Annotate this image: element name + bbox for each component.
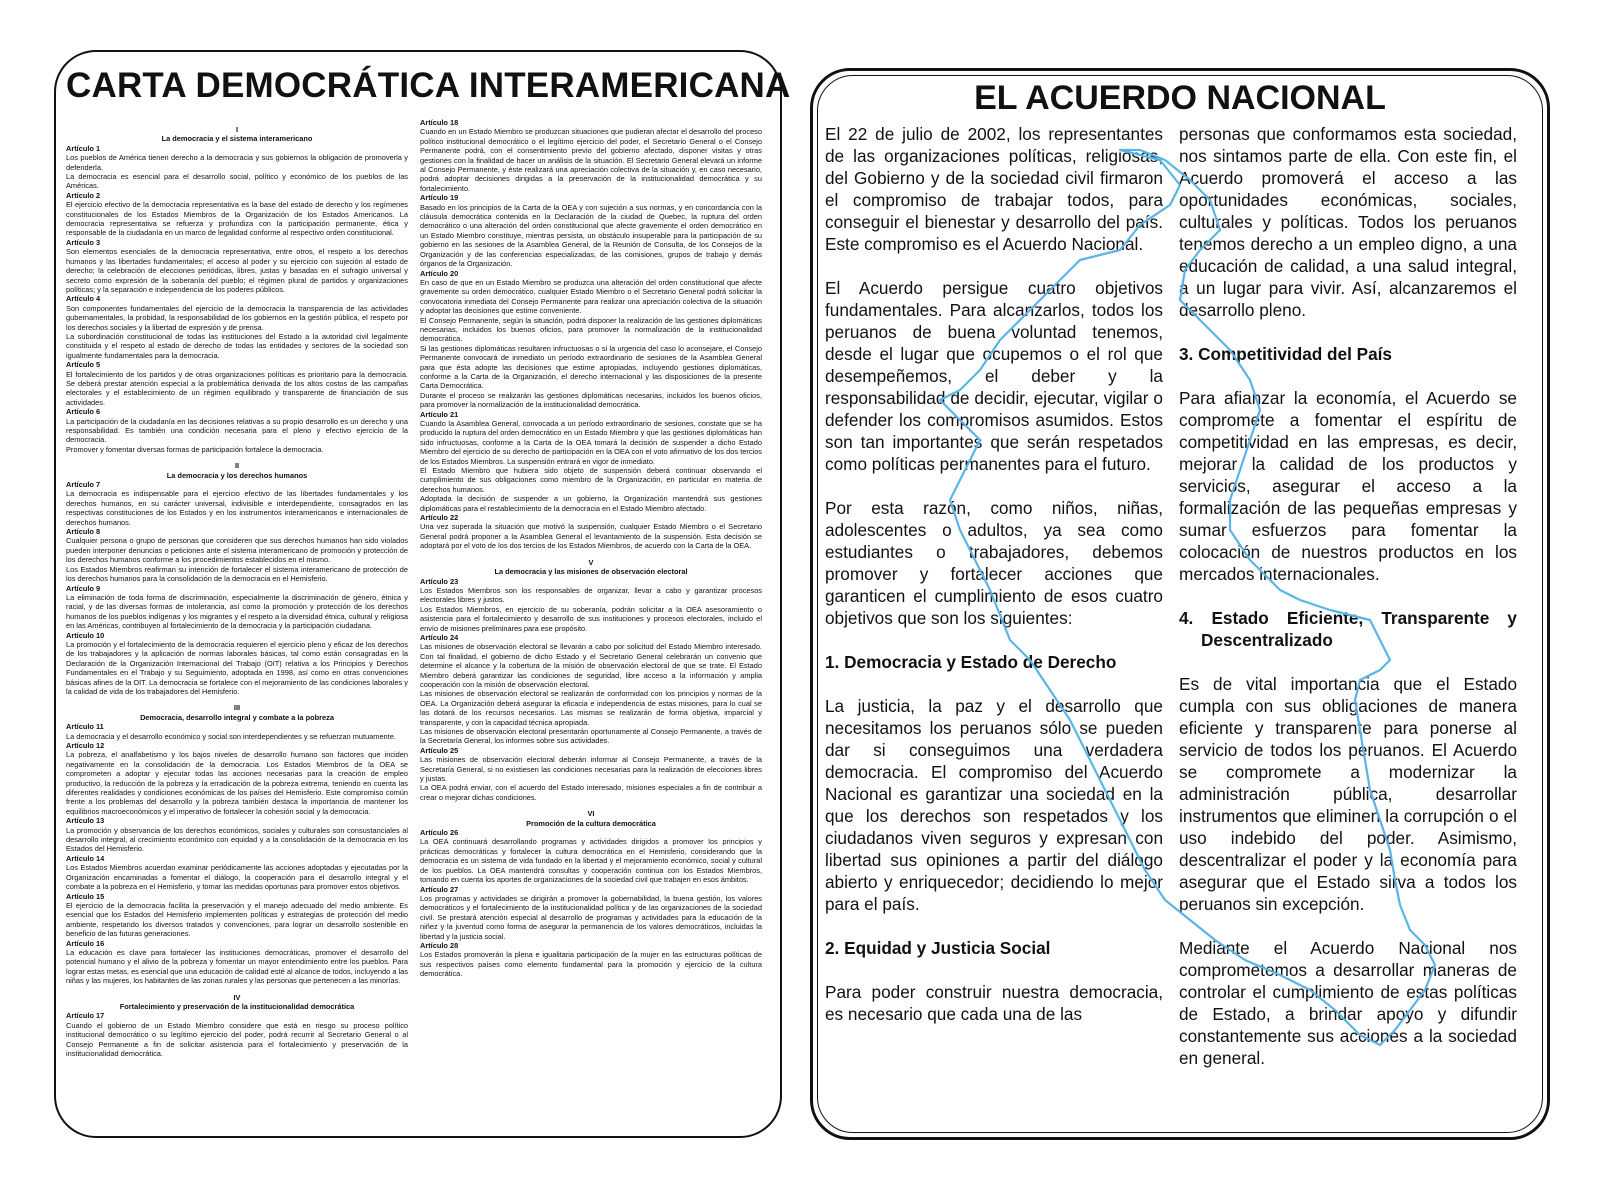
article-paragraph: En caso de que en un Estado Miembro se produzca una alteración del orden constitucional que afecte gravemente su orden democrático, cualquier Estado Miembro o el Secretario General podrá solicitar la convocatoria inmediata del Consejo Permanente para realizar una apreciación colectiva de la situación y adoptar las decisiones que estime conveniente. (420, 277, 762, 316)
article-heading: Artículo 11 (66, 722, 104, 732)
article-paragraph: Los programas y actividades se dirigirán a promover la gobernabilidad, la buena gestión, los valores democráticos y el fortalecimiento de la institucionalidad política y de las organizaciones de la sociedad civil. Se prestará atención especial al desarrollo de programas y actividades para la educación de la niñez y la juventud como forma de asegurar la permanencia de los valores democráticos, incluidas la libertad y la justicia social. (420, 893, 762, 941)
article-paragraph: Cualquier persona o grupo de personas que consideren que sus derechos humanos han sido violados pueden interponer denuncias o peticiones ante el sistema interamericano de promoción y protección de los derechos humanos conforme a los procedimientos establecidos en el mismo. (66, 536, 408, 565)
article-paragraph: Una vez superada la situación que motivó la suspensión, cualquier Estado Miembro o el Secretario General podrá proponer a la Asamblea General el levantamiento de la suspensión. Esta decisión se adoptará por el voto de los dos tercios de los Estados Miembros, de acuerdo con la Carta de la OEA. (420, 522, 762, 551)
article-heading: Artículo 28 (420, 940, 459, 950)
article-paragraph: Las misiones de observación electoral presentarán oportunamente al Consejo Permanente, a través de la Secretaría General, los informes sobre sus actividades. (420, 727, 762, 746)
article-heading: Artículo 13 (66, 816, 105, 826)
article-paragraph: Los Estados Miembros son los responsables de organizar, llevar a cabo y garantizar procesos electorales libres y justos. (420, 585, 762, 605)
chapter-number: VI (587, 809, 595, 819)
article-paragraph: La promoción y observancia de los derechos económicos, sociales y culturales son consustanciales al desarrollo integral, al crecimiento económico con equidad y a la consolidación de la democracia en los Estados del Hemisferio. (66, 825, 408, 854)
article-heading: Artículo 6 (66, 407, 101, 417)
article-paragraph: El fortalecimiento de los partidos y de otras organizaciones políticas es prioritario para la democracia. Se deberá prestar atención especial a la problemática derivada de los altos costos de las campañas electorales y el establecimiento de un régimen equilibrado y transparente de financiación de sus actividades. (66, 369, 408, 407)
article-paragraph: La educación es clave para fortalecer las instituciones democráticas, promover el desarrollo del potencial humano y el alivio de la pobreza y fomentar un mayor entendimiento entre los pueblos. Para lograr estas metas, es esencial que una educación de calidad esté al alcance de todos, incluyendo a las niñas y las mujeres, los habitantes de las zonas rurales y las personas que pertenecen a las minorías. (66, 947, 408, 986)
article-heading: Artículo 20 (420, 268, 459, 278)
acuerdo-column-1 (825, 123, 1163, 1091)
carta-column-2 (420, 118, 762, 1058)
article-paragraph: La OEA continuará desarrollando programas y actividades dirigidos a promover los principios y prácticas democráticas y fortalecer la cultura democrática en el Hemisferio, considerando que la democracia es un sistema de vida fundado en la libertad y el mejoramiento económico, social y cultural de los pueblos. La OEA mantendrá consultas y cooperación continua con los Estados Miembros, tomando en cuenta los aportes de organizaciones de la sociedad civil que trabajen en esos ámbitos. (420, 837, 762, 885)
body-paragraph: El Acuerdo persigue cuatro objetivos fundamentales. Para alcanzarlos, todos los peruanos de buena voluntad tenemos, desde el lugar que ocupemos o el rol que desempeñemos, el deber y la responsabilidad de decidir, ejecutar, vigilar o defender los compromisos asumidos. Estos son tan importantes que serán respetados como políticas permanentes para el futuro. (825, 278, 1163, 474)
chapter-title: Democracia, desarrollo integral y combate a la pobreza (140, 712, 334, 722)
body-paragraph: personas que conformamos esta sociedad, nos sintamos parte de ella. Con este fin, el Acuerdo promoverá el acceso a las oportunidades económicas, sociales, culturales y políticas. Todos los peruanos tenemos derecho a un empleo digno, a una educación de calidad, a una salud integral, a un lugar para vivir. Así, alcanzaremos el desarrollo pleno. (1179, 124, 1517, 320)
carta-column-1 (66, 118, 408, 1058)
chapter-title: La democracia y las misiones de observación electoral (494, 567, 688, 577)
article-paragraph: La democracia y el desarrollo económico y social son interdependientes y se refuerzan mutuamente. (66, 731, 396, 741)
body-paragraph: Para poder construir nuestra democracia, es necesario que cada una de las (825, 982, 1163, 1024)
body-paragraph: Es de vital importancia que el Estado cumpla con sus obligaciones de manera eficiente y transparente para ponerse al servicio de todos los peruanos. El Acuerdo se compromete a modernizar la administración pública, desarrollar instrumentos que eliminen la corrupción o el uso indebido del poder. Asimismo, descentralizar el poder y la economía para asegurar que el Estado sirva a todos los peruanos sin excepción. (1179, 674, 1517, 914)
article-heading: Artículo 12 (66, 741, 105, 750)
body-paragraph: Por esta razón, como niños, niñas, adolescentes o adultos, ya sea como estudiantes o trabajadores, debemos promover y fortalecer acciones que garanticen el cumplimiento de esos cuatro objetivos que son los siguientes: (825, 498, 1163, 628)
article-heading: Artículo 1 (66, 143, 101, 153)
article-paragraph: Durante el proceso se realizarán las gestiones diplomáticas necesarias, incluidos los buenos oficios, para promover la normalización de la institucionalidad democrática. (420, 390, 762, 410)
article-heading: Artículo 27 (420, 884, 459, 894)
article-heading: Artículo 4 (66, 294, 101, 304)
article-heading: Artículo 24 (420, 632, 459, 642)
chapter-title: La democracia y los derechos humanos (166, 470, 308, 480)
chapter-number: II (234, 461, 240, 471)
article-paragraph: Son componentes fundamentales del ejercicio de la democracia la transparencia de las actividades gubernamentales, la probidad, la responsabilidad de los gobiernos en la gestión pública, el respeto por los derechos sociales y la libertad de expresión y de prensa. (66, 303, 408, 332)
body-paragraph: La justicia, la paz y el desarrollo que necesitamos los peruanos sólo se pueden dar si conseguimos una verdadera democracia. El compromiso del Acuerdo Nacional es garantizar una sociedad en la que los derechos son respetados y los ciudadanos viven seguros y expresan con libertad sus opiniones a partir del diálogo abierto y enriquecedor; decidiendo lo mejor para el país. (825, 696, 1163, 914)
section-heading: 4. Estado Eficiente, Transparente y Descentralizado (1179, 608, 1517, 650)
article-heading: Artículo 7 (66, 480, 101, 490)
article-paragraph: La democracia es esencial para el desarrollo social, político y económico de los pueblos de las Américas. (66, 172, 408, 191)
acuerdo-title: EL ACUERDO NACIONAL (974, 79, 1386, 117)
article-heading: Artículo 14 (66, 853, 105, 863)
acuerdo-column-2 (1179, 123, 1517, 1091)
article-paragraph: Los Estados Miembros reafirman su intención de fortalecer el sistema interamericano de protección de los derechos humanos para la consolidación de la democracia en el Hemisferio. (66, 564, 408, 584)
article-heading: Artículo 23 (420, 576, 459, 586)
article-paragraph: El ejercicio efectivo de la democracia representativa es la base del estado de derecho y los regímenes constitucionales de los Estados Miembros de la Organización de los Estados Americanos. La democracia representativa se refuerza y profundiza con la participación permanente, ética y responsable de la ciudadanía en un marco de legalidad conforme al respectivo orden constitucional. (66, 200, 408, 238)
article-heading: Artículo 9 (66, 583, 101, 593)
body-paragraph: El 22 de julio de 2002, los representantes de las organizaciones políticas, religiosas, del Gobierno y de la sociedad civil firmaron el compromiso de trabajar todos, para conseguir el bienestar y desarrollo del país. Este compromiso es el Acuerdo Nacional. (825, 124, 1163, 254)
article-paragraph: El Estado Miembro que hubiera sido objeto de suspensión deberá continuar observando el cumplimiento de sus obligaciones como miembro de la Organización, en particular en materia de derechos humanos. (420, 466, 762, 494)
section-heading: 2. Equidad y Justicia Social (825, 938, 1051, 958)
acuerdo-nacional-panel (810, 68, 1550, 1140)
article-paragraph: Basado en los principios de la Carta de la OEA y con sujeción a sus normas, y en concordancia con la cláusula democrática contenida en la Declaración de la ciudad de Quebec, la ruptura del orden democrático o una alteración del orden constitucional que afecte gravemente el orden democrático en un Estado Miembro constituye, mientras persista, un obstáculo insuperable para la participación de su gobierno en las sesiones de la Asamblea General, de la Reunión de Consulta, de los Consejos de la Organización y de las conferencias especializadas, de las comisiones, grupos de trabajo y demás órganos de la Organización. (420, 202, 762, 269)
article-heading: Artículo 25 (420, 745, 459, 755)
article-paragraph: Los Estados promoverán la plena e igualitaria participación de la mujer en las estructuras políticas de sus respectivos países como elemento fundamental para la promoción y ejercicio de la cultura democrática. (420, 950, 762, 979)
article-paragraph: La subordinación constitucional de todas las instituciones del Estado a la autoridad civil legalmente constituida y el respeto al estado de derecho de todas las entidades y sectores de la sociedad son igualmente fundamentales para la democracia. (66, 331, 408, 360)
article-heading: Artículo 3 (66, 237, 101, 247)
article-paragraph: Los Estados Miembros, en ejercicio de su soberanía, podrán solicitar a la OEA asesoramiento o asistencia para el fortalecimiento y desarrollo de sus instituciones y procesos electorales, incluido el envío de misiones preliminares para ese propósito. (420, 604, 762, 633)
body-paragraph: Mediante el Acuerdo Nacional nos comprometemos a desarrollar maneras de controlar el cumplimiento de estas políticas de Estado, a brindar apoyo y difundir constantemente sus acciones a la sociedad en general. (1179, 938, 1517, 1068)
article-heading: Artículo 21 (420, 409, 459, 419)
chapter-number: V (588, 557, 594, 567)
article-heading: Artículo 18 (420, 118, 459, 127)
article-heading: Artículo 26 (420, 828, 459, 838)
article-heading: Artículo 15 (66, 891, 105, 901)
article-paragraph: Cuando el gobierno de un Estado Miembro considere que está en riesgo su proceso político institucional democrático o su legítimo ejercicio del poder, podrá recurrir al Secretario General o al Consejo Permanente a fin de solicitar asistencia para el fortalecimiento y preservación de la institucionalidad democrática. (66, 1020, 408, 1058)
article-paragraph: Los Estados Miembros acuerdan examinar periódicamente las acciones adoptadas y ejecutadas por la Organización encaminadas a fomentar el diálogo, la cooperación para el desarrollo integral y el combate a la pobreza en el Hemisferio, y tomar las medidas oportunas para promover estos objetivos. (66, 863, 408, 892)
chapter-title: Fortalecimiento y preservación de la institucionalidad democrática (119, 1001, 355, 1011)
carta-title: CARTA DEMOCRÁTICA INTERAMERICANA (66, 66, 791, 105)
article-paragraph: Si las gestiones diplomáticas resultaren infructuosas o si la urgencia del caso lo aconsejare, el Consejo Permanente convocará de inmediato un período extraordinario de sesiones de la Asamblea General para que ésta adopte las decisiones que estime apropiadas, incluyendo gestiones diplomáticas, conforme a la Carta de la Organización, el derecho internacional y las disposiciones de la presente Carta Democrática. (420, 343, 762, 391)
article-paragraph: La promoción y el fortalecimiento de la democracia requieren el ejercicio pleno y eficaz de los derechos de los trabajadores y la aplicación de normas laborales básicas, tal como están consagradas en la Declaración de la Organización Internacional del Trabajo (OIT) relativa a los Principios y Derechos Fundamentales en el Trabajo y su Seguimiento, adoptada en 1998, así como en otras convenciones básicas afines de la OIT. La democracia se fortalece con el mejoramiento de las condiciones laborales y la calidad de vida de los trabajadores del Hemisferio. (66, 639, 408, 696)
article-paragraph: Las misiones de observación electoral se realizarán de conformidad con los principios y normas de la OEA. La Organización deberá asegurar la eficacia e independencia de estas misiones, para lo cual se las dotará de los recursos necesarios. Las mismas se realizarán de forma objetiva, imparcial y transparente, y con la capacidad técnica apropiada. (420, 689, 762, 727)
article-paragraph: Cuando la Asamblea General, convocada a un período extraordinario de sesiones, constate que se ha producido la ruptura del orden democrático en un Estado Miembro y que las gestiones diplomáticas han sido infructuosas, conforme a la Carta de la OEA tomará la decisión de suspender a dicho Estado Miembro del ejercicio de su derecho de participación en la OEA con el voto afirmativo de los dos tercios de los Estados Miembros. La suspensión entrará en vigor de inmediato. (420, 419, 762, 466)
section-heading: 1. Democracia y Estado de Derecho (825, 652, 1117, 672)
article-heading: Artículo 2 (66, 190, 101, 200)
article-paragraph: Adoptada la decisión de suspender a un gobierno, la Organización mantendrá sus gestiones diplomáticas para el restablecimiento de la democracia en el Estado Miembro afectado. (420, 494, 762, 513)
article-paragraph: Los pueblos de América tienen derecho a la democracia y sus gobiernos la obligación de promoverla y defenderla. (66, 153, 408, 172)
article-paragraph: Son elementos esenciales de la democracia representativa, entre otros, el respeto a los derechos humanos y las libertades fundamentales; el acceso al poder y su ejercicio con sujeción al estado de derecho; la celebración de elecciones periódicas, libres, justas y basadas en el sufragio universal y secreto como expresión de la soberanía del pueblo; el régimen plural de partidos y organizaciones políticas; y la separación e independencia de los poderes públicos. (66, 247, 408, 294)
article-paragraph: La participación de la ciudadanía en las decisiones relativas a su propio desarrollo es un derecho y una responsabilidad. Es también una condición necesaria para el pleno y efectivo ejercicio de la democracia. (66, 416, 408, 445)
article-paragraph: El ejercicio de la democracia facilita la preservación y el manejo adecuado del medio ambiente. Es esencial que los Estados del Hemisferio implementen políticas y estrategias de protección del medio ambiente, respetando los diversos tratados y convenciones, para lograr un desarrollo sostenible en beneficio de las futuras generaciones. (66, 900, 408, 939)
chapter-title: La democracia y el sistema interamericano (161, 134, 313, 144)
chapter-number: IV (233, 992, 241, 1002)
article-paragraph: La OEA podrá enviar, con el acuerdo del Estado interesado, misiones especiales a fin de contribuir a crear o mejorar dichas condiciones. (420, 783, 762, 802)
article-heading: Artículo 22 (420, 513, 459, 523)
article-heading: Artículo 8 (66, 527, 101, 537)
section-heading: 3. Competitividad del País (1179, 344, 1392, 364)
article-heading: Artículo 5 (66, 360, 101, 370)
carta-democratica-panel (54, 50, 791, 1138)
article-heading: Artículo 17 (66, 1011, 105, 1021)
article-paragraph: Cuando en un Estado Miembro se produzcan situaciones que pudieran afectar el desarrollo del proceso político institucional democrático o el legítimo ejercicio del poder, el Secretario General o el Consejo Permanente podrá, con el consentimiento previo del gobierno afectado, disponer visitas y otras gestiones con la finalidad de hacer un análisis de la situación. El Secretario General elevará un informe al Consejo Permanente, y éste realizará una apreciación colectiva de la situación y, en caso necesario, podrá adoptar decisiones dirigidas a la preservación de la institucionalidad democrática y su fortalecimiento. (420, 127, 762, 193)
article-heading: Artículo 19 (420, 193, 459, 203)
chapter-number: III (233, 703, 241, 713)
body-paragraph: Para afianzar la economía, el Acuerdo se compromete a fomentar el espíritu de competitividad en las empresas, es decir, mejorar la calidad de los productos y servicios, asegurar el acceso a la formalización de las pequeñas empresas y sumar esfuerzos para fomentar la colocación de nuestros productos en los mercados internacionales. (1179, 388, 1517, 584)
article-paragraph: Promover y fomentar diversas formas de participación fortalece la democracia. (66, 444, 324, 454)
article-paragraph: La democracia es indispensable para el ejercicio efectivo de las libertades fundamentales y los derechos humanos, en su carácter universal, indivisible e interdependiente, consagrados en las respectivas constituciones de los Estados y en los instrumentos interamericanos e internacionales de derechos humanos. (66, 489, 408, 527)
chapter-title: Promoción de la cultura democrática (526, 818, 656, 828)
article-paragraph: La eliminación de toda forma de discriminación, especialmente la discriminación de género, étnica y racial, y de las diversas formas de intolerancia, así como la promoción y protección de los derechos humanos de los pueblos indígenas y los migrantes y el respeto a la diversidad étnica, cultural y religiosa en las Américas, contribuyen al fortalecimiento de la democracia y la participación ciudadana. (66, 592, 408, 631)
article-heading: Artículo 10 (66, 630, 105, 640)
chapter-number: I (235, 125, 239, 134)
article-paragraph: El Consejo Permanente, según la situación, podrá disponer la realización de las gestiones diplomáticas necesarias, incluidos los buenos oficios, para promover la normalización de la institucionalidad democrática. (420, 315, 762, 344)
article-paragraph: La pobreza, el analfabetismo y los bajos niveles de desarrollo humano son factores que inciden negativamente en la consolidación de la democracia. Los Estados Miembros de la OEA se comprometen a adoptar y ejecutar todas las acciones necesarias para la creación de empleo productivo, la reducción de la pobreza y la erradicación de la pobreza extrema, teniendo en cuenta las diferentes realidades y condiciones económicas de los países del Hemisferio. Este compromiso común frente a los problemas del desarrollo y la pobreza también destaca la importancia de mantener los equilibrios macroeconómicos y el imperativo de fortalecer la cohesión social y la democracia. (66, 750, 408, 816)
article-heading: Artículo 16 (66, 938, 105, 948)
article-paragraph: Las misiones de observación electoral deberán informar al Consejo Permanente, a través de la Secretaría General, si no existiesen las condiciones necesarias para la realización de elecciones libres y justas. (420, 755, 762, 784)
article-paragraph: Las misiones de observación electoral se llevarán a cabo por solicitud del Estado Miembro interesado. Con tal finalidad, el gobierno de dicho Estado y el Secretario General celebrarán un convenio que determine el alcance y la cobertura de la misión de observación electoral de que se trate. El Estado Miembro deberá garantizar las condiciones de seguridad, libre acceso a la información y amplia cooperación con la misión de observación electoral. (420, 642, 762, 689)
